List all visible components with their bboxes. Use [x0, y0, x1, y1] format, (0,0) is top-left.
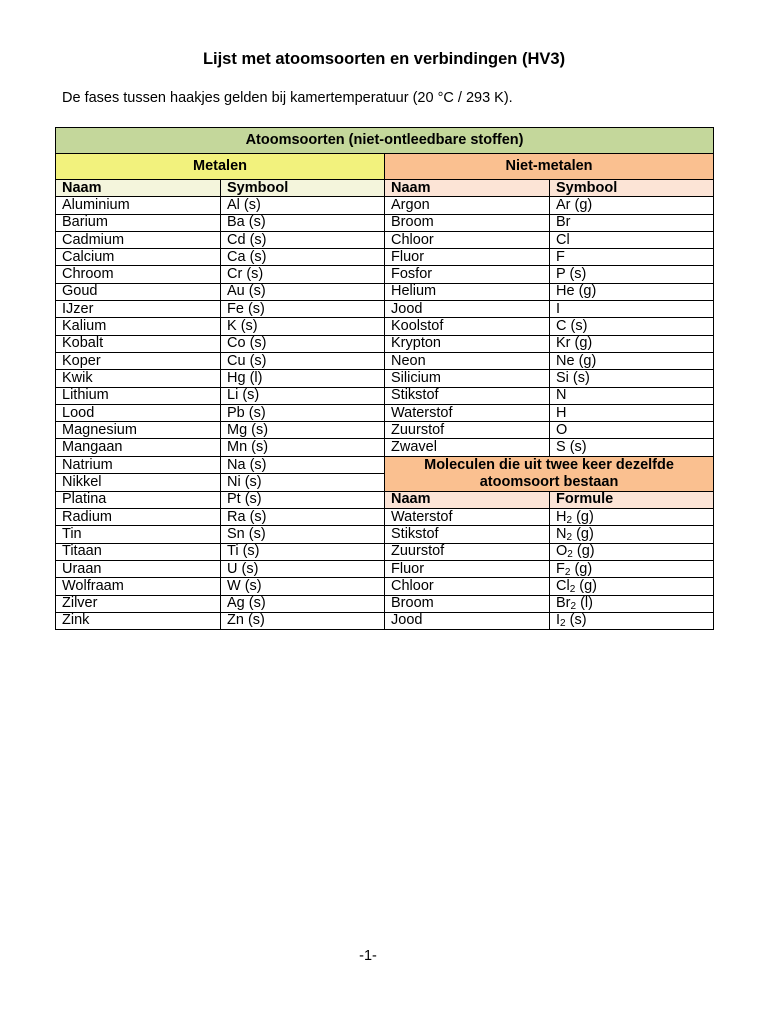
formula-phase: (g)	[572, 525, 594, 542]
metal-name: Tin	[56, 526, 221, 543]
metal-symbol: Ba (s)	[221, 214, 385, 231]
metal-symbol: Ra (s)	[221, 509, 385, 526]
molecule-name: Chloor	[385, 578, 550, 595]
metal-name: Wolfraam	[56, 578, 221, 595]
metal-symbol: Ag (s)	[221, 595, 385, 612]
metal-symbol: Co (s)	[221, 335, 385, 352]
metal-name: Mangaan	[56, 439, 221, 456]
nonmetal-symbol: Ar (g)	[550, 197, 714, 214]
metal-symbol: K (s)	[221, 318, 385, 335]
metal-name: Natrium	[56, 456, 221, 474]
formula-element: Br	[556, 595, 571, 612]
nonmetal-symbol: P (s)	[550, 266, 714, 283]
metal-symbol: Sn (s)	[221, 526, 385, 543]
metal-symbol: Hg (l)	[221, 370, 385, 387]
metal-name: Aluminium	[56, 197, 221, 214]
table-row	[56, 439, 714, 456]
nonmetal-symbol: Si (s)	[550, 370, 714, 387]
nonmetal-name: Zwavel	[385, 439, 550, 456]
metal-symbol: Mn (s)	[221, 439, 385, 456]
formula-element: F	[556, 560, 565, 577]
nonmetals-col-symbol: Symbool	[550, 180, 714, 197]
metal-name: Zilver	[56, 595, 221, 612]
formula-phase: (g)	[572, 508, 594, 525]
metal-name: Lithium	[56, 387, 221, 404]
metal-name: Cadmium	[56, 231, 221, 248]
metal-name: Nikkel	[56, 474, 221, 492]
table-row	[56, 456, 714, 474]
table-row	[56, 318, 714, 335]
table-row	[56, 612, 714, 629]
formula-phase: (g)	[575, 577, 598, 594]
table-row	[56, 491, 714, 508]
table-row	[56, 526, 714, 543]
nonmetal-symbol: Br	[550, 214, 714, 231]
nonmetal-name: Helium	[385, 283, 550, 300]
metal-symbol: Cr (s)	[221, 266, 385, 283]
metal-name: IJzer	[56, 301, 221, 318]
table-row	[56, 509, 714, 526]
metal-symbol: Li (s)	[221, 387, 385, 404]
metal-symbol: Pt (s)	[221, 491, 385, 508]
nonmetal-symbol: Ne (g)	[550, 352, 714, 369]
table-row	[56, 335, 714, 352]
table-row	[56, 249, 714, 266]
nonmetal-name: Broom	[385, 214, 550, 231]
formula-subscript: 2	[564, 566, 571, 578]
metal-name: Calcium	[56, 249, 221, 266]
formula-element: I	[556, 612, 561, 629]
metal-name: Barium	[56, 214, 221, 231]
table-column-header-row	[56, 180, 714, 197]
nonmetal-symbol: C (s)	[550, 318, 714, 335]
table-row	[56, 283, 714, 300]
table-row	[56, 578, 714, 595]
molecules-col-name: Naam	[385, 491, 550, 508]
nonmetal-symbol: F	[550, 249, 714, 266]
molecule-name: Broom	[385, 595, 550, 612]
nonmetal-name: Silicium	[385, 370, 550, 387]
metal-symbol: Na (s)	[221, 456, 385, 474]
page-subtitle: De fases tussen haakjes gelden bij kamertemperatuur (20 °C / 293 K).	[62, 90, 513, 106]
metal-symbol: Au (s)	[221, 283, 385, 300]
table-row	[56, 352, 714, 369]
nonmetal-name: Neon	[385, 352, 550, 369]
molecule-formula	[550, 509, 714, 526]
nonmetal-symbol: S (s)	[550, 439, 714, 456]
nonmetal-symbol: I	[550, 301, 714, 318]
nonmetals-col-name: Naam	[385, 180, 550, 197]
metal-symbol: Ni (s)	[221, 474, 385, 492]
nonmetal-name: Chloor	[385, 231, 550, 248]
metal-name: Radium	[56, 509, 221, 526]
formula-phase: (l)	[576, 595, 593, 612]
molecule-name: Zuurstof	[385, 543, 550, 560]
nonmetal-name: Fluor	[385, 249, 550, 266]
metal-symbol: Cd (s)	[221, 231, 385, 248]
table-row	[56, 387, 714, 404]
metal-name: Kwik	[56, 370, 221, 387]
nonmetal-symbol: Kr (g)	[550, 335, 714, 352]
table-row	[56, 214, 714, 231]
nonmetal-name: Waterstof	[385, 404, 550, 421]
page-title: Lijst met atoomsoorten en verbindingen (HV3)	[202, 50, 566, 68]
table-row	[56, 301, 714, 318]
table-row	[56, 370, 714, 387]
metal-symbol: U (s)	[221, 560, 385, 577]
table-row	[56, 543, 714, 560]
molecule-name: Waterstof	[385, 509, 550, 526]
molecule-name: Fluor	[385, 560, 550, 577]
metal-symbol: Ti (s)	[221, 543, 385, 560]
metal-symbol: Zn (s)	[221, 612, 385, 629]
table-main-header: Atoomsoorten (niet-ontleedbare stoffen)	[56, 128, 714, 154]
nonmetal-symbol: O	[550, 422, 714, 439]
formula-subscript: 2	[570, 601, 577, 613]
metal-name: Kalium	[56, 318, 221, 335]
molecules-col-formula: Formule	[550, 491, 714, 508]
nonmetal-symbol: N	[550, 387, 714, 404]
metal-symbol: Cu (s)	[221, 352, 385, 369]
nonmetal-symbol: He (g)	[550, 283, 714, 300]
metal-name: Goud	[56, 283, 221, 300]
table-row	[56, 266, 714, 283]
formula-subscript: 2	[566, 514, 573, 526]
metal-symbol: Mg (s)	[221, 422, 385, 439]
formula-element: Cl	[556, 577, 570, 594]
metals-header: Metalen	[56, 154, 385, 180]
formula-phase: (s)	[565, 612, 587, 629]
molecule-name: Stikstof	[385, 526, 550, 543]
metal-name: Zink	[56, 612, 221, 629]
metal-name: Kobalt	[56, 335, 221, 352]
nonmetal-name: Zuurstof	[385, 422, 550, 439]
nonmetal-name: Krypton	[385, 335, 550, 352]
formula-element: O	[556, 543, 568, 560]
metal-name: Titaan	[56, 543, 221, 560]
formula-subscript: 2	[566, 531, 573, 543]
metal-name: Platina	[56, 491, 221, 508]
formula-phase: (g)	[572, 543, 595, 560]
molecule-formula	[550, 612, 714, 629]
metal-name: Uraan	[56, 560, 221, 577]
nonmetal-name: Stikstof	[385, 387, 550, 404]
nonmetal-symbol: H	[550, 404, 714, 421]
metal-symbol: Al (s)	[221, 197, 385, 214]
molecule-formula	[550, 543, 714, 560]
nonmetals-header: Niet-metalen	[385, 154, 714, 180]
metal-symbol: Fe (s)	[221, 301, 385, 318]
metal-symbol: Ca (s)	[221, 249, 385, 266]
metals-col-name: Naam	[56, 180, 221, 197]
molecule-formula	[550, 578, 714, 595]
nonmetal-name: Koolstof	[385, 318, 550, 335]
table-row	[56, 231, 714, 248]
table-row	[56, 595, 714, 612]
metal-name: Chroom	[56, 266, 221, 283]
table-row	[56, 422, 714, 439]
metals-col-symbol: Symbool	[221, 180, 385, 197]
elements-table	[55, 127, 714, 630]
formula-element: H	[556, 508, 567, 525]
molecule-formula	[550, 526, 714, 543]
metal-name: Koper	[56, 352, 221, 369]
formula-subscript: 2	[569, 583, 576, 595]
metal-symbol: W (s)	[221, 578, 385, 595]
table-main-header-row	[56, 128, 714, 154]
molecule-formula	[550, 595, 714, 612]
table-row	[56, 560, 714, 577]
table-group-header-row	[56, 154, 714, 180]
page-number: -1-	[359, 948, 377, 964]
table-row	[56, 404, 714, 421]
nonmetal-name: Argon	[385, 197, 550, 214]
metal-name: Lood	[56, 404, 221, 421]
formula-subscript: 2	[567, 549, 573, 561]
metal-symbol: Pb (s)	[221, 404, 385, 421]
formula-phase: (g)	[570, 560, 593, 577]
nonmetal-name: Fosfor	[385, 266, 550, 283]
molecules-header: Moleculen die uit twee keer dezelfde atoomsoort bestaan	[385, 456, 714, 491]
table-row	[56, 197, 714, 214]
formula-element: N	[556, 525, 567, 542]
molecule-name: Jood	[385, 612, 550, 629]
molecule-formula	[550, 560, 714, 577]
metal-name: Magnesium	[56, 422, 221, 439]
nonmetal-name: Jood	[385, 301, 550, 318]
nonmetal-symbol: Cl	[550, 231, 714, 248]
formula-subscript: 2	[560, 618, 566, 630]
